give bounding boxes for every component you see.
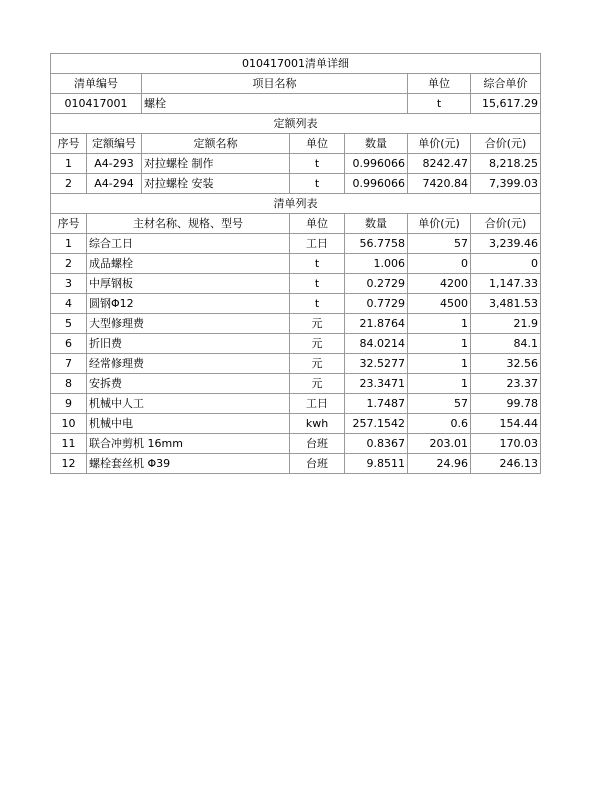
material-unit: 元 xyxy=(290,354,345,374)
material-index: 7 xyxy=(51,354,87,374)
table-row xyxy=(51,254,541,274)
quota-index: 1 xyxy=(51,154,87,174)
quota-col-total: 合价(元) xyxy=(471,134,541,154)
table-row xyxy=(51,154,541,174)
material-unit: t xyxy=(290,254,345,274)
quota-unit-price: 7420.84 xyxy=(408,174,471,194)
material-name: 圆钢Φ12 xyxy=(87,294,290,314)
material-unit-price: 57 xyxy=(408,394,471,414)
material-index: 12 xyxy=(51,454,87,474)
code-header: 清单编号 xyxy=(51,74,142,94)
material-qty: 32.5277 xyxy=(345,354,408,374)
material-unit-price: 1 xyxy=(408,314,471,334)
materials-section-row xyxy=(51,194,541,214)
bill-detail-table xyxy=(50,53,541,474)
materials-col-qty: 数量 xyxy=(345,214,408,234)
material-index: 9 xyxy=(51,394,87,414)
table-row xyxy=(51,174,541,194)
header-row xyxy=(51,74,541,94)
quota-col-unit: 单位 xyxy=(290,134,345,154)
material-index: 4 xyxy=(51,294,87,314)
quota-index: 2 xyxy=(51,174,87,194)
table-row xyxy=(51,414,541,434)
table-row xyxy=(51,234,541,254)
material-unit-price: 203.01 xyxy=(408,434,471,454)
material-qty: 257.1542 xyxy=(345,414,408,434)
material-unit: t xyxy=(290,274,345,294)
material-index: 5 xyxy=(51,314,87,334)
material-name: 中厚钢板 xyxy=(87,274,290,294)
material-index: 11 xyxy=(51,434,87,454)
material-index: 6 xyxy=(51,334,87,354)
table-row xyxy=(51,394,541,414)
material-name: 安拆费 xyxy=(87,374,290,394)
material-qty: 56.7758 xyxy=(345,234,408,254)
material-name: 螺栓套丝机 Φ39 xyxy=(87,454,290,474)
material-unit: 工日 xyxy=(290,394,345,414)
material-unit-price: 4200 xyxy=(408,274,471,294)
material-total: 154.44 xyxy=(471,414,541,434)
quota-code: A4-293 xyxy=(87,154,142,174)
material-qty: 21.8764 xyxy=(345,314,408,334)
material-index: 8 xyxy=(51,374,87,394)
quota-unit: t xyxy=(290,154,345,174)
quota-section-row xyxy=(51,114,541,134)
material-total: 0 xyxy=(471,254,541,274)
material-name: 机械中电 xyxy=(87,414,290,434)
materials-col-unit: 单位 xyxy=(290,214,345,234)
materials-section-title: 清单列表 xyxy=(51,194,541,214)
material-qty: 0.8367 xyxy=(345,434,408,454)
quota-name: 对拉螺栓 安装 xyxy=(142,174,290,194)
table-row xyxy=(51,314,541,334)
material-name: 成品螺栓 xyxy=(87,254,290,274)
material-name: 经常修理费 xyxy=(87,354,290,374)
material-qty: 9.8511 xyxy=(345,454,408,474)
materials-col-index: 序号 xyxy=(51,214,87,234)
quota-col-index: 序号 xyxy=(51,134,87,154)
item-name: 螺栓 xyxy=(142,94,408,114)
material-unit-price: 0.6 xyxy=(408,414,471,434)
material-unit-price: 1 xyxy=(408,354,471,374)
table-row xyxy=(51,294,541,314)
material-total: 3,239.46 xyxy=(471,234,541,254)
material-unit-price: 0 xyxy=(408,254,471,274)
quota-name: 对拉螺栓 制作 xyxy=(142,154,290,174)
materials-col-unit-price: 单价(元) xyxy=(408,214,471,234)
material-name: 折旧费 xyxy=(87,334,290,354)
quota-total: 7,399.03 xyxy=(471,174,541,194)
table-row xyxy=(51,334,541,354)
material-unit: t xyxy=(290,294,345,314)
quota-total: 8,218.25 xyxy=(471,154,541,174)
quota-col-name: 定额名称 xyxy=(142,134,290,154)
quota-unit: t xyxy=(290,174,345,194)
material-total: 21.9 xyxy=(471,314,541,334)
material-unit: 台班 xyxy=(290,434,345,454)
quota-col-code: 定额编号 xyxy=(87,134,142,154)
material-total: 84.1 xyxy=(471,334,541,354)
table-title: 010417001清单详细 xyxy=(51,54,541,74)
material-unit: kwh xyxy=(290,414,345,434)
material-index: 1 xyxy=(51,234,87,254)
material-name: 大型修理费 xyxy=(87,314,290,334)
quota-section-title: 定额列表 xyxy=(51,114,541,134)
quota-code: A4-294 xyxy=(87,174,142,194)
quota-col-unit-price: 单价(元) xyxy=(408,134,471,154)
material-name: 联合冲剪机 16mm xyxy=(87,434,290,454)
quota-header-row xyxy=(51,134,541,154)
material-index: 3 xyxy=(51,274,87,294)
material-index: 2 xyxy=(51,254,87,274)
material-total: 3,481.53 xyxy=(471,294,541,314)
material-qty: 1.006 xyxy=(345,254,408,274)
quota-col-qty: 数量 xyxy=(345,134,408,154)
material-qty: 0.2729 xyxy=(345,274,408,294)
material-unit: 工日 xyxy=(290,234,345,254)
material-unit-price: 1 xyxy=(408,334,471,354)
material-unit-price: 24.96 xyxy=(408,454,471,474)
table-row xyxy=(51,274,541,294)
quota-qty: 0.996066 xyxy=(345,154,408,174)
material-unit: 台班 xyxy=(290,454,345,474)
material-total: 99.78 xyxy=(471,394,541,414)
material-unit: 元 xyxy=(290,374,345,394)
material-unit-price: 1 xyxy=(408,374,471,394)
item-unit: t xyxy=(408,94,471,114)
item-price: 15,617.29 xyxy=(471,94,541,114)
materials-header-row xyxy=(51,214,541,234)
material-name: 机械中人工 xyxy=(87,394,290,414)
quota-unit-price: 8242.47 xyxy=(408,154,471,174)
table-row xyxy=(51,354,541,374)
material-qty: 23.3471 xyxy=(345,374,408,394)
title-row xyxy=(51,54,541,74)
material-total: 23.37 xyxy=(471,374,541,394)
quota-qty: 0.996066 xyxy=(345,174,408,194)
material-index: 10 xyxy=(51,414,87,434)
material-unit-price: 57 xyxy=(408,234,471,254)
item-code: 010417001 xyxy=(51,94,142,114)
material-qty: 1.7487 xyxy=(345,394,408,414)
table-row xyxy=(51,434,541,454)
price-header: 综合单价 xyxy=(471,74,541,94)
material-total: 32.56 xyxy=(471,354,541,374)
materials-col-name: 主材名称、规格、型号 xyxy=(87,214,290,234)
material-name: 综合工日 xyxy=(87,234,290,254)
item-row xyxy=(51,94,541,114)
material-qty: 84.0214 xyxy=(345,334,408,354)
name-header: 项目名称 xyxy=(142,74,408,94)
unit-header: 单位 xyxy=(408,74,471,94)
material-qty: 0.7729 xyxy=(345,294,408,314)
material-total: 246.13 xyxy=(471,454,541,474)
material-unit: 元 xyxy=(290,334,345,354)
material-total: 170.03 xyxy=(471,434,541,454)
material-unit: 元 xyxy=(290,314,345,334)
material-total: 1,147.33 xyxy=(471,274,541,294)
material-unit-price: 4500 xyxy=(408,294,471,314)
table-row xyxy=(51,454,541,474)
materials-col-total: 合价(元) xyxy=(471,214,541,234)
table-row xyxy=(51,374,541,394)
